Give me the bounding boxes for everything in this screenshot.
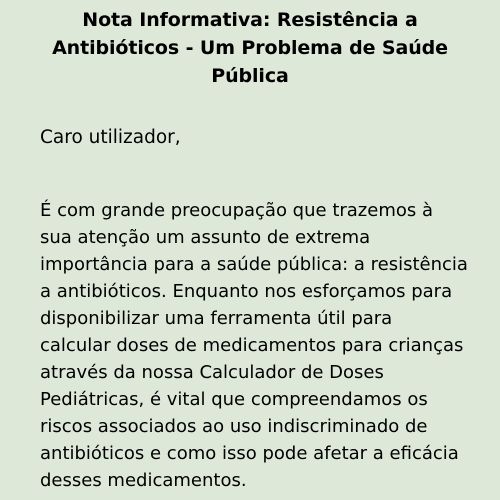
document-title: Nota Informativa: Resistência a Antibióticos - Um Problema de Saúde Pública xyxy=(52,9,448,87)
greeting: Caro utilizador, xyxy=(40,127,181,148)
body-paragraph: É com grande preocupação que trazemos à sua atenção um assunto de extrema importância para a saúde pública: a resistência a antibióticos. Enquanto nos esforçamos para disponibilizar uma ferramenta útil para calcular doses de medicamentos para crianças através da nossa Calculador de Doses Pediátricas, é vital que compreendamos os riscos associados ao uso indiscriminado de antibióticos e como isso pode afetar a eficácia desses medicamentos. xyxy=(40,200,468,491)
